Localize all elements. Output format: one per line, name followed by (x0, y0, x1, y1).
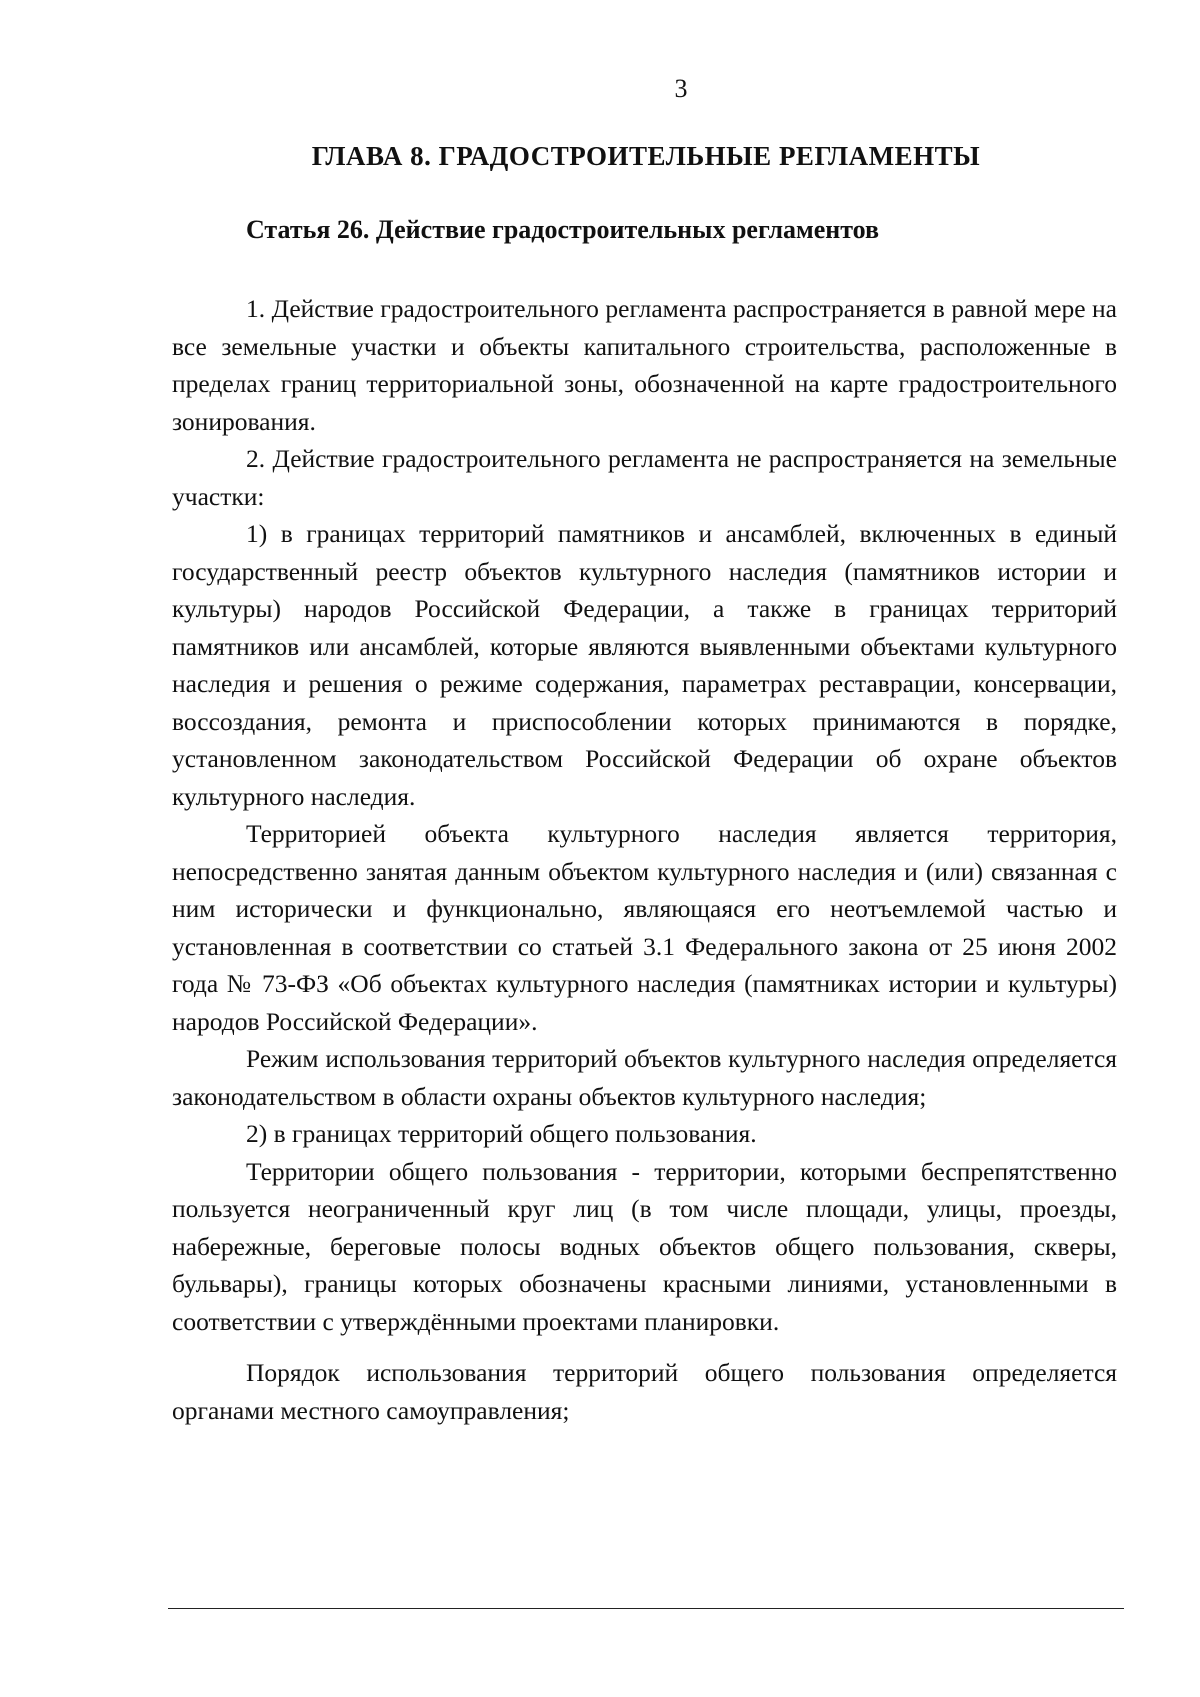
paragraph-heritage-territory: Территорией объекта культурного наследия является территория, непосредственно занятая данным объектом культурного наследия и (или) связанная с ним исторически и функционально, являющаяся его неотъемлемой частью и установленная в соответствии со статьей 3.1 Федерального закона от 25 июня 2002 года № 73-ФЗ «Об объектах культурного наследия (памятниках истории и культуры) народов Российской Федерации». (172, 819, 1117, 1036)
article-title: Статья 26. Действие градостроительных регламентов (246, 215, 880, 244)
footer-divider (168, 1608, 1124, 1609)
page-number: 3 (674, 74, 688, 103)
paragraph-subclause-1: 1) в границах территорий памятников и ансамблей, включенных в единый государственный реестр объектов культурного наследия (памятников истории и культуры) народов Российской Федерации, а также в границах территорий памятников или ансамблей, которые являются выявленными объектами культурного наследия и решения о режиме содержания, параметрах реставрации, консервации, воссоздания, ремонта и приспособлении которых принимаются в порядке, установленном законодательством Российской Федерации об охране объектов культурного наследия. (172, 519, 1117, 811)
paragraph-clause-2: 2. Действие градостроительного регламента не распространяется на земельные участки: (172, 444, 1117, 511)
article-body (172, 290, 1117, 1429)
paragraph-clause-1: 1. Действие градостроительного регламента распространяется в равной мере на все земельные участки и объекты капитального строительства, расположенные в пределах границ территориальной зоны, обозначенной на карте градостроительного зонирования. (172, 294, 1117, 436)
paragraph-heritage-regime: Режим использования территорий объектов культурного наследия определяется законодательством в области охраны объектов культурного наследия; (172, 1044, 1117, 1111)
chapter-title: ГЛАВА 8. ГРАДОСТРОИТЕЛЬНЫЕ РЕГЛАМЕНТЫ (311, 141, 981, 171)
paragraph-subclause-2: 2) в границах территорий общего пользования. (246, 1119, 757, 1148)
paragraph-public-use-order: Порядок использования территорий общего пользования определяется органами местного самоуправления; (172, 1358, 1117, 1425)
paragraph-public-territories: Территории общего пользования - территории, которыми беспрепятственно пользуется неограниченный круг лиц (в том числе площади, улицы, проезды, набережные, береговые полосы водных объектов общего пользования, скверы, бульвары), границы которых обозначены красными линиями, установленными в соответствии с утверждёнными проектами планировки. (172, 1156, 1117, 1336)
